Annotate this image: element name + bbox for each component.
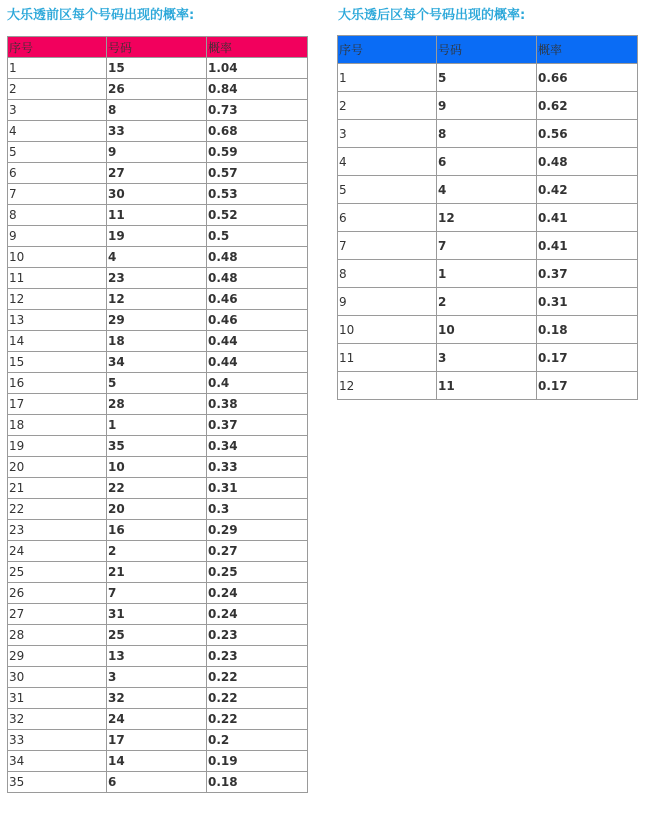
back-table-row: [338, 92, 638, 120]
front-probability-cell: 0.46: [207, 289, 308, 310]
back-table-body: [338, 64, 638, 400]
front-table-row: [8, 100, 308, 121]
back-index-cell: 7: [338, 232, 437, 260]
front-probability-cell: 0.38: [207, 394, 308, 415]
back-number-cell: 11: [437, 372, 537, 400]
front-number-cell: 10: [107, 457, 207, 478]
front-probability-cell: 0.48: [207, 268, 308, 289]
back-probability-cell: 0.66: [537, 64, 638, 92]
back-index-cell: 12: [338, 372, 437, 400]
front-index-cell: 18: [8, 415, 107, 436]
front-probability-cell: 0.5: [207, 226, 308, 247]
back-number-cell: 3: [437, 344, 537, 372]
front-table-row: [8, 583, 308, 604]
front-index-cell: 27: [8, 604, 107, 625]
front-number-cell: 30: [107, 184, 207, 205]
front-probability-cell: 0.24: [207, 583, 308, 604]
front-index-cell: 28: [8, 625, 107, 646]
front-probability-cell: 0.44: [207, 352, 308, 373]
front-probability-cell: 0.24: [207, 604, 308, 625]
front-table-row: [8, 268, 308, 289]
back-number-cell: 9: [437, 92, 537, 120]
front-number-cell: 27: [107, 163, 207, 184]
front-index-cell: 13: [8, 310, 107, 331]
front-number-cell: 1: [107, 415, 207, 436]
front-number-cell: 33: [107, 121, 207, 142]
back-probability-cell: 0.41: [537, 204, 638, 232]
front-table-row: [8, 625, 308, 646]
front-table-row: [8, 499, 308, 520]
front-number-cell: 13: [107, 646, 207, 667]
back-index-cell: 2: [338, 92, 437, 120]
front-index-cell: 7: [8, 184, 107, 205]
back-probability-cell: 0.17: [537, 344, 638, 372]
front-index-cell: 8: [8, 205, 107, 226]
back-probability-cell: 0.17: [537, 372, 638, 400]
front-index-cell: 20: [8, 457, 107, 478]
front-index-cell: 9: [8, 226, 107, 247]
back-table-row: [338, 316, 638, 344]
front-table-row: [8, 688, 308, 709]
back-header-probability: 概率: [537, 36, 638, 64]
front-index-cell: 34: [8, 751, 107, 772]
back-table-row: [338, 260, 638, 288]
back-table-row: [338, 344, 638, 372]
front-table-row: [8, 121, 308, 142]
back-probability-cell: 0.41: [537, 232, 638, 260]
back-number-cell: 1: [437, 260, 537, 288]
back-number-cell: 4: [437, 176, 537, 204]
front-probability-cell: 0.3: [207, 499, 308, 520]
back-index-cell: 9: [338, 288, 437, 316]
back-number-cell: 6: [437, 148, 537, 176]
front-index-cell: 35: [8, 772, 107, 793]
front-zone-title: 大乐透前区每个号码出现的概率:: [7, 8, 195, 23]
back-table-row: [338, 148, 638, 176]
front-index-cell: 1: [8, 58, 107, 79]
front-probability-cell: 0.4: [207, 373, 308, 394]
front-index-cell: 22: [8, 499, 107, 520]
back-probability-cell: 0.42: [537, 176, 638, 204]
front-index-cell: 12: [8, 289, 107, 310]
back-number-cell: 5: [437, 64, 537, 92]
back-index-cell: 3: [338, 120, 437, 148]
front-probability-cell: 0.2: [207, 730, 308, 751]
front-number-cell: 19: [107, 226, 207, 247]
front-index-cell: 30: [8, 667, 107, 688]
front-number-cell: 12: [107, 289, 207, 310]
front-index-cell: 23: [8, 520, 107, 541]
back-table-row: [338, 232, 638, 260]
front-table-row: [8, 142, 308, 163]
front-probability-cell: 0.18: [207, 772, 308, 793]
back-probability-cell: 0.62: [537, 92, 638, 120]
front-number-cell: 2: [107, 541, 207, 562]
front-table-row: [8, 205, 308, 226]
front-zone-table: [7, 36, 308, 793]
front-number-cell: 23: [107, 268, 207, 289]
back-index-cell: 4: [338, 148, 437, 176]
front-number-cell: 34: [107, 352, 207, 373]
front-number-cell: 28: [107, 394, 207, 415]
front-number-cell: 21: [107, 562, 207, 583]
front-table-row: [8, 247, 308, 268]
back-zone-title: 大乐透后区每个号码出现的概率:: [338, 8, 526, 23]
front-table-row: [8, 436, 308, 457]
front-probability-cell: 0.23: [207, 646, 308, 667]
back-index-cell: 5: [338, 176, 437, 204]
front-number-cell: 22: [107, 478, 207, 499]
front-probability-cell: 0.57: [207, 163, 308, 184]
front-index-cell: 17: [8, 394, 107, 415]
front-probability-cell: 0.48: [207, 247, 308, 268]
front-table-row: [8, 709, 308, 730]
front-table-row: [8, 415, 308, 436]
front-index-cell: 14: [8, 331, 107, 352]
front-number-cell: 3: [107, 667, 207, 688]
front-index-cell: 5: [8, 142, 107, 163]
front-probability-cell: 0.19: [207, 751, 308, 772]
back-table-row: [338, 176, 638, 204]
front-probability-cell: 0.22: [207, 709, 308, 730]
front-probability-cell: 0.37: [207, 415, 308, 436]
front-table-row: [8, 373, 308, 394]
front-index-cell: 21: [8, 478, 107, 499]
front-index-cell: 29: [8, 646, 107, 667]
back-index-cell: 8: [338, 260, 437, 288]
front-probability-cell: 0.53: [207, 184, 308, 205]
back-table-header-row: [338, 36, 638, 64]
front-number-cell: 35: [107, 436, 207, 457]
front-index-cell: 19: [8, 436, 107, 457]
back-table-row: [338, 64, 638, 92]
back-number-cell: 2: [437, 288, 537, 316]
back-header-index: 序号: [338, 36, 437, 64]
front-index-cell: 4: [8, 121, 107, 142]
front-probability-cell: 0.22: [207, 667, 308, 688]
front-probability-cell: 0.34: [207, 436, 308, 457]
back-probability-cell: 0.48: [537, 148, 638, 176]
front-index-cell: 10: [8, 247, 107, 268]
front-probability-cell: 0.52: [207, 205, 308, 226]
front-table-row: [8, 184, 308, 205]
back-index-cell: 11: [338, 344, 437, 372]
front-table-row: [8, 667, 308, 688]
back-table-row: [338, 204, 638, 232]
front-table-row: [8, 58, 308, 79]
back-probability-cell: 0.31: [537, 288, 638, 316]
back-number-cell: 8: [437, 120, 537, 148]
front-number-cell: 11: [107, 205, 207, 226]
front-header-number: 号码: [107, 37, 207, 58]
front-index-cell: 33: [8, 730, 107, 751]
front-number-cell: 31: [107, 604, 207, 625]
front-index-cell: 31: [8, 688, 107, 709]
front-number-cell: 14: [107, 751, 207, 772]
front-table-body: [8, 58, 308, 793]
front-number-cell: 20: [107, 499, 207, 520]
front-table-row: [8, 604, 308, 625]
front-number-cell: 9: [107, 142, 207, 163]
back-table-row: [338, 288, 638, 316]
front-table-row: [8, 520, 308, 541]
back-number-cell: 10: [437, 316, 537, 344]
front-table-row: [8, 457, 308, 478]
front-header-probability: 概率: [207, 37, 308, 58]
front-number-cell: 16: [107, 520, 207, 541]
front-probability-cell: 0.33: [207, 457, 308, 478]
front-index-cell: 16: [8, 373, 107, 394]
front-table-row: [8, 730, 308, 751]
front-table-row: [8, 394, 308, 415]
front-table-header-row: [8, 37, 308, 58]
front-number-cell: 7: [107, 583, 207, 604]
front-index-cell: 2: [8, 79, 107, 100]
back-index-cell: 10: [338, 316, 437, 344]
front-probability-cell: 1.04: [207, 58, 308, 79]
front-probability-cell: 0.31: [207, 478, 308, 499]
front-table-row: [8, 331, 308, 352]
back-number-cell: 7: [437, 232, 537, 260]
front-number-cell: 15: [107, 58, 207, 79]
front-table-row: [8, 226, 308, 247]
back-index-cell: 1: [338, 64, 437, 92]
front-number-cell: 4: [107, 247, 207, 268]
front-probability-cell: 0.25: [207, 562, 308, 583]
front-probability-cell: 0.23: [207, 625, 308, 646]
back-index-cell: 6: [338, 204, 437, 232]
front-probability-cell: 0.29: [207, 520, 308, 541]
front-probability-cell: 0.44: [207, 331, 308, 352]
front-table-row: [8, 751, 308, 772]
back-table-row: [338, 120, 638, 148]
front-probability-cell: 0.68: [207, 121, 308, 142]
front-table-row: [8, 352, 308, 373]
front-header-index: 序号: [8, 37, 107, 58]
back-table-row: [338, 372, 638, 400]
front-table-row: [8, 772, 308, 793]
front-probability-cell: 0.46: [207, 310, 308, 331]
front-probability-cell: 0.84: [207, 79, 308, 100]
front-number-cell: 32: [107, 688, 207, 709]
back-header-number: 号码: [437, 36, 537, 64]
front-table-row: [8, 478, 308, 499]
front-number-cell: 8: [107, 100, 207, 121]
front-index-cell: 24: [8, 541, 107, 562]
front-number-cell: 29: [107, 310, 207, 331]
front-table-row: [8, 79, 308, 100]
front-number-cell: 25: [107, 625, 207, 646]
front-number-cell: 17: [107, 730, 207, 751]
back-probability-cell: 0.18: [537, 316, 638, 344]
front-index-cell: 26: [8, 583, 107, 604]
front-probability-cell: 0.27: [207, 541, 308, 562]
front-table-row: [8, 310, 308, 331]
back-probability-cell: 0.56: [537, 120, 638, 148]
front-index-cell: 3: [8, 100, 107, 121]
front-table-row: [8, 562, 308, 583]
front-number-cell: 24: [107, 709, 207, 730]
front-number-cell: 26: [107, 79, 207, 100]
front-index-cell: 32: [8, 709, 107, 730]
back-zone-table: [337, 35, 638, 400]
front-probability-cell: 0.22: [207, 688, 308, 709]
front-table-row: [8, 646, 308, 667]
back-number-cell: 12: [437, 204, 537, 232]
front-table-row: [8, 163, 308, 184]
front-index-cell: 15: [8, 352, 107, 373]
front-probability-cell: 0.73: [207, 100, 308, 121]
front-probability-cell: 0.59: [207, 142, 308, 163]
front-number-cell: 5: [107, 373, 207, 394]
front-table-row: [8, 289, 308, 310]
front-number-cell: 18: [107, 331, 207, 352]
front-number-cell: 6: [107, 772, 207, 793]
front-index-cell: 11: [8, 268, 107, 289]
front-table-row: [8, 541, 308, 562]
front-index-cell: 25: [8, 562, 107, 583]
front-index-cell: 6: [8, 163, 107, 184]
back-probability-cell: 0.37: [537, 260, 638, 288]
